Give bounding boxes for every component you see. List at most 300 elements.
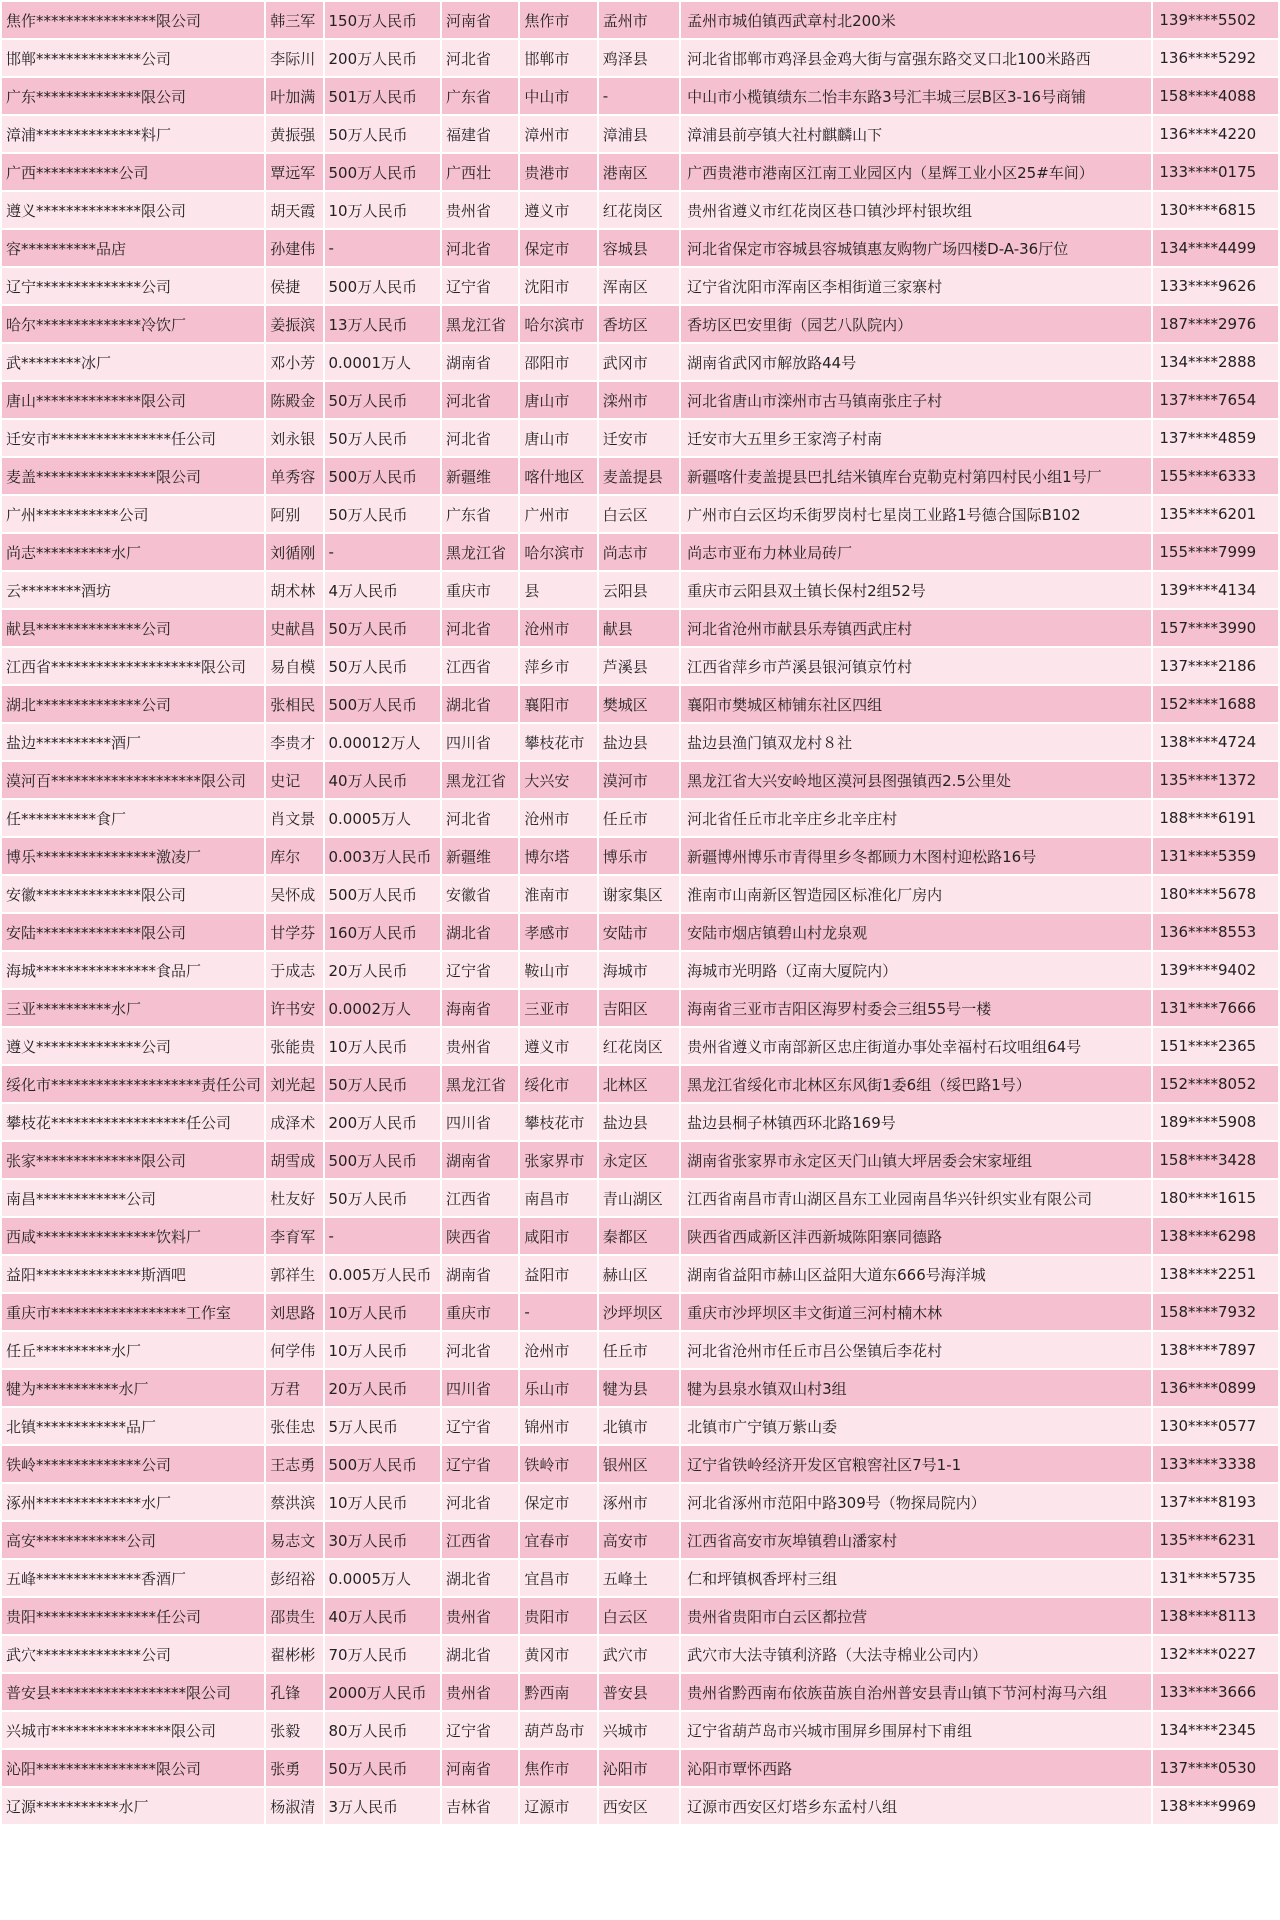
city-cell: 喀什地区 [520, 458, 596, 494]
district-cell: 兴城市 [599, 1712, 679, 1748]
district-cell: 沁阳市 [599, 1750, 679, 1786]
district-cell: 云阳县 [599, 572, 679, 608]
address-cell: 北镇市广宁镇万紫山委 [681, 1408, 1151, 1444]
address-cell: 新疆喀什麦盖提县巴扎结米镇库台克勒克村第四村民小组1号厂 [681, 458, 1151, 494]
province-cell: 广东省 [442, 496, 518, 532]
table-row [2, 1256, 1278, 1292]
district-cell: 银州区 [599, 1446, 679, 1482]
address-cell: 新疆博州博乐市青得里乡冬都顾力木图村迎松路16号 [681, 838, 1151, 874]
registered-capital-cell: 40万人民币 [325, 762, 441, 798]
legal-person-cell: 陈殿金 [266, 382, 322, 418]
table-row [2, 1370, 1278, 1406]
city-cell: 鞍山市 [520, 952, 596, 988]
phone-cell: 138****8113 [1153, 1598, 1278, 1634]
registered-capital-cell: 500万人民币 [325, 1142, 441, 1178]
address-cell: 辽源市西安区灯塔乡东孟村八组 [681, 1788, 1151, 1824]
province-cell: 河北省 [442, 800, 518, 836]
company-name-cell: 沁阳****************限公司 [2, 1750, 264, 1786]
province-cell: 贵州省 [442, 192, 518, 228]
phone-cell: 189****5908 [1153, 1104, 1278, 1140]
company-name-cell: 安徽**************限公司 [2, 876, 264, 912]
company-name-cell: 南昌************公司 [2, 1180, 264, 1216]
address-cell: 中山市小榄镇绩东二怡丰东路3号汇丰城三层B区3-16号商铺 [681, 78, 1151, 114]
legal-person-cell: 韩三军 [266, 2, 322, 38]
legal-person-cell: 李贵才 [266, 724, 322, 760]
phone-cell: 134****2345 [1153, 1712, 1278, 1748]
address-cell: 湖南省张家界市永定区天门山镇大坪居委会宋家垭组 [681, 1142, 1151, 1178]
phone-cell: 135****6201 [1153, 496, 1278, 532]
phone-cell: 136****5292 [1153, 40, 1278, 76]
company-name-cell: 迁安市****************任公司 [2, 420, 264, 456]
district-cell: 漠河市 [599, 762, 679, 798]
company-name-cell: 任**********食厂 [2, 800, 264, 836]
city-cell: 广州市 [520, 496, 596, 532]
legal-person-cell: 库尔 [266, 838, 322, 874]
district-cell: 北镇市 [599, 1408, 679, 1444]
address-cell: 江西省南昌市青山湖区昌东工业园南昌华兴针织实业有限公司 [681, 1180, 1151, 1216]
phone-cell: 180****5678 [1153, 876, 1278, 912]
registered-capital-cell: 0.005万人民币 [325, 1256, 441, 1292]
table-row [2, 496, 1278, 532]
district-cell: 谢家集区 [599, 876, 679, 912]
district-cell: 安陆市 [599, 914, 679, 950]
company-name-cell: 涿州**************水厂 [2, 1484, 264, 1520]
province-cell: 新疆维 [442, 458, 518, 494]
table-row [2, 1332, 1278, 1368]
legal-person-cell: 郭祥生 [266, 1256, 322, 1292]
company-name-cell: 高安************公司 [2, 1522, 264, 1558]
registered-capital-cell: 500万人民币 [325, 1446, 441, 1482]
province-cell: 湖北省 [442, 1560, 518, 1596]
table-row [2, 1750, 1278, 1786]
registered-capital-cell: 50万人民币 [325, 648, 441, 684]
address-cell: 贵州省黔西南布依族苗族自治州普安县青山镇下节河村海马六组 [681, 1674, 1151, 1710]
table-row [2, 1446, 1278, 1482]
legal-person-cell: 张勇 [266, 1750, 322, 1786]
city-cell: 贵阳市 [520, 1598, 596, 1634]
registered-capital-cell: 50万人民币 [325, 496, 441, 532]
phone-cell: 187****2976 [1153, 306, 1278, 342]
city-cell: 沈阳市 [520, 268, 596, 304]
registered-capital-cell: 2000万人民币 [325, 1674, 441, 1710]
table-row [2, 1560, 1278, 1596]
phone-cell: 130****0577 [1153, 1408, 1278, 1444]
legal-person-cell: 杨淑清 [266, 1788, 322, 1824]
legal-person-cell: 何学伟 [266, 1332, 322, 1368]
table-row [2, 78, 1278, 114]
city-cell: 保定市 [520, 1484, 596, 1520]
district-cell: 容城县 [599, 230, 679, 266]
province-cell: 河北省 [442, 610, 518, 646]
company-name-cell: 唐山**************限公司 [2, 382, 264, 418]
registered-capital-cell: 50万人民币 [325, 1066, 441, 1102]
city-cell: 贵港市 [520, 154, 596, 190]
phone-cell: 138****9969 [1153, 1788, 1278, 1824]
legal-person-cell: 孔锋 [266, 1674, 322, 1710]
company-name-cell: 五峰**************香酒厂 [2, 1560, 264, 1596]
province-cell: 辽宁省 [442, 1408, 518, 1444]
address-cell: 迁安市大五里乡王家湾子村南 [681, 420, 1151, 456]
registered-capital-cell: - [325, 1218, 441, 1254]
address-cell: 河北省保定市容城县容城镇惠友购物广场四楼D-A-36厅位 [681, 230, 1151, 266]
registered-capital-cell: 20万人民币 [325, 952, 441, 988]
district-cell: 漳浦县 [599, 116, 679, 152]
city-cell: 南昌市 [520, 1180, 596, 1216]
province-cell: 江西省 [442, 1522, 518, 1558]
district-cell: 普安县 [599, 1674, 679, 1710]
phone-cell: 136****8553 [1153, 914, 1278, 950]
table-row [2, 610, 1278, 646]
registered-capital-cell: 30万人民币 [325, 1522, 441, 1558]
province-cell: 黑龙江省 [442, 534, 518, 570]
city-cell: 遵义市 [520, 192, 596, 228]
legal-person-cell: 成泽术 [266, 1104, 322, 1140]
registered-capital-cell: 0.0002万人 [325, 990, 441, 1026]
district-cell: 白云区 [599, 1598, 679, 1634]
address-cell: 河北省沧州市任丘市吕公堡镇后李花村 [681, 1332, 1151, 1368]
phone-cell: 134****4499 [1153, 230, 1278, 266]
phone-cell: 139****9402 [1153, 952, 1278, 988]
phone-cell: 137****0530 [1153, 1750, 1278, 1786]
legal-person-cell: 史记 [266, 762, 322, 798]
district-cell: 任丘市 [599, 800, 679, 836]
phone-cell: 137****4859 [1153, 420, 1278, 456]
phone-cell: 180****1615 [1153, 1180, 1278, 1216]
legal-person-cell: 孙建伟 [266, 230, 322, 266]
district-cell: 孟州市 [599, 2, 679, 38]
phone-cell: 136****0899 [1153, 1370, 1278, 1406]
address-cell: 江西省高安市灰埠镇碧山潘家村 [681, 1522, 1151, 1558]
province-cell: 重庆市 [442, 1294, 518, 1330]
district-cell: 涿州市 [599, 1484, 679, 1520]
registered-capital-cell: 200万人民币 [325, 40, 441, 76]
legal-person-cell: 刘思路 [266, 1294, 322, 1330]
table-row [2, 40, 1278, 76]
table-row [2, 230, 1278, 266]
city-cell: 绥化市 [520, 1066, 596, 1102]
phone-cell: 151****2365 [1153, 1028, 1278, 1064]
district-cell: 五峰土 [599, 1560, 679, 1596]
address-cell: 河北省涿州市范阳中路309号（物探局院内） [681, 1484, 1151, 1520]
address-cell: 仁和坪镇枫香坪村三组 [681, 1560, 1151, 1596]
company-name-cell: 重庆市******************工作室 [2, 1294, 264, 1330]
city-cell: 孝感市 [520, 914, 596, 950]
phone-cell: 133****3666 [1153, 1674, 1278, 1710]
address-cell: 河北省唐山市滦州市古马镇南张庄子村 [681, 382, 1151, 418]
table-row [2, 1636, 1278, 1672]
phone-cell: 152****8052 [1153, 1066, 1278, 1102]
district-cell: 鸡泽县 [599, 40, 679, 76]
province-cell: 江西省 [442, 648, 518, 684]
registered-capital-cell: 160万人民币 [325, 914, 441, 950]
registered-capital-cell: 0.0001万人 [325, 344, 441, 380]
table-row [2, 192, 1278, 228]
province-cell: 湖南省 [442, 1256, 518, 1292]
address-cell: 河北省任丘市北辛庄乡北辛庄村 [681, 800, 1151, 836]
legal-person-cell: 李育军 [266, 1218, 322, 1254]
district-cell: 沙坪坝区 [599, 1294, 679, 1330]
legal-person-cell: 刘光起 [266, 1066, 322, 1102]
address-cell: 香坊区巴安里街（园艺八队院内） [681, 306, 1151, 342]
table-row [2, 686, 1278, 722]
city-cell: 乐山市 [520, 1370, 596, 1406]
address-cell: 贵州省遵义市南部新区忠庄街道办事处幸福村石坟咀组64号 [681, 1028, 1151, 1064]
province-cell: 河北省 [442, 420, 518, 456]
district-cell: 犍为县 [599, 1370, 679, 1406]
table-row [2, 1028, 1278, 1064]
registered-capital-cell: 80万人民币 [325, 1712, 441, 1748]
province-cell: 贵州省 [442, 1598, 518, 1634]
province-cell: 陕西省 [442, 1218, 518, 1254]
phone-cell: 139****4134 [1153, 572, 1278, 608]
address-cell: 尚志市亚布力林业局砖厂 [681, 534, 1151, 570]
company-name-cell: 广东**************限公司 [2, 78, 264, 114]
company-name-cell: 海城****************食品厂 [2, 952, 264, 988]
address-cell: 辽宁省葫芦岛市兴城市围屏乡围屏村下甫组 [681, 1712, 1151, 1748]
province-cell: 福建省 [442, 116, 518, 152]
address-cell: 辽宁省沈阳市浑南区李相街道三家寨村 [681, 268, 1151, 304]
province-cell: 重庆市 [442, 572, 518, 608]
legal-person-cell: 阿别 [266, 496, 322, 532]
company-name-cell: 兴城市****************限公司 [2, 1712, 264, 1748]
legal-person-cell: 侯捷 [266, 268, 322, 304]
table-row [2, 572, 1278, 608]
company-name-cell: 三亚**********水厂 [2, 990, 264, 1026]
district-cell: 武冈市 [599, 344, 679, 380]
city-cell: 宜昌市 [520, 1560, 596, 1596]
registered-capital-cell: 500万人民币 [325, 686, 441, 722]
table-row [2, 116, 1278, 152]
registered-capital-cell: 0.003万人民币 [325, 838, 441, 874]
district-cell: 滦州市 [599, 382, 679, 418]
phone-cell: 137****2186 [1153, 648, 1278, 684]
phone-cell: 137****7654 [1153, 382, 1278, 418]
city-cell: - [520, 1294, 596, 1330]
table-row [2, 1408, 1278, 1444]
province-cell: 河南省 [442, 1750, 518, 1786]
company-name-cell: 西咸****************饮料厂 [2, 1218, 264, 1254]
province-cell: 广西壮 [442, 154, 518, 190]
address-cell: 黑龙江省绥化市北林区东风街1委6组（绥巴路1号） [681, 1066, 1151, 1102]
district-cell: 红花岗区 [599, 192, 679, 228]
phone-cell: 158****3428 [1153, 1142, 1278, 1178]
address-cell: 湖南省武冈市解放路44号 [681, 344, 1151, 380]
registered-capital-cell: 200万人民币 [325, 1104, 441, 1140]
legal-person-cell: 肖文景 [266, 800, 322, 836]
legal-person-cell: 于成志 [266, 952, 322, 988]
company-name-cell: 遵义**************限公司 [2, 192, 264, 228]
city-cell: 中山市 [520, 78, 596, 114]
legal-person-cell: 叶加满 [266, 78, 322, 114]
company-name-cell: 云********酒坊 [2, 572, 264, 608]
province-cell: 河北省 [442, 1484, 518, 1520]
phone-cell: 138****6298 [1153, 1218, 1278, 1254]
city-cell: 宜春市 [520, 1522, 596, 1558]
company-name-cell: 铁岭**************公司 [2, 1446, 264, 1482]
registered-capital-cell: - [325, 230, 441, 266]
legal-person-cell: 张能贵 [266, 1028, 322, 1064]
city-cell: 益阳市 [520, 1256, 596, 1292]
legal-person-cell: 黄振强 [266, 116, 322, 152]
legal-person-cell: 易志文 [266, 1522, 322, 1558]
address-cell: 广西贵港市港南区江南工业园区内（星辉工业小区25#车间） [681, 154, 1151, 190]
company-name-cell: 焦作****************限公司 [2, 2, 264, 38]
company-name-cell: 尚志**********水厂 [2, 534, 264, 570]
legal-person-cell: 李际川 [266, 40, 322, 76]
company-name-cell: 江西省********************限公司 [2, 648, 264, 684]
company-name-cell: 广西***********公司 [2, 154, 264, 190]
city-cell: 哈尔滨市 [520, 534, 596, 570]
company-name-cell: 邯郸**************公司 [2, 40, 264, 76]
table-row [2, 724, 1278, 760]
province-cell: 河北省 [442, 1332, 518, 1368]
table-row [2, 268, 1278, 304]
district-cell: 任丘市 [599, 1332, 679, 1368]
address-cell: 江西省萍乡市芦溪县银河镇京竹村 [681, 648, 1151, 684]
province-cell: 湖南省 [442, 1142, 518, 1178]
legal-person-cell: 胡术林 [266, 572, 322, 608]
company-name-cell: 盐边**********酒厂 [2, 724, 264, 760]
district-cell: 献县 [599, 610, 679, 646]
registered-capital-cell: 10万人民币 [325, 1332, 441, 1368]
phone-cell: 135****6231 [1153, 1522, 1278, 1558]
city-cell: 沧州市 [520, 800, 596, 836]
company-name-cell: 犍为***********水厂 [2, 1370, 264, 1406]
district-cell: 西安区 [599, 1788, 679, 1824]
company-name-cell: 北镇************品厂 [2, 1408, 264, 1444]
phone-cell: 158****7932 [1153, 1294, 1278, 1330]
city-cell: 邯郸市 [520, 40, 596, 76]
registered-capital-cell: 70万人民币 [325, 1636, 441, 1672]
address-cell: 辽宁省铁岭经济开发区官粮窖社区7号1-1 [681, 1446, 1151, 1482]
province-cell: 海南省 [442, 990, 518, 1026]
district-cell: 永定区 [599, 1142, 679, 1178]
city-cell: 黔西南 [520, 1674, 596, 1710]
phone-cell: 188****6191 [1153, 800, 1278, 836]
address-cell: 襄阳市樊城区柿铺东社区四组 [681, 686, 1151, 722]
address-cell: 河北省沧州市献县乐寿镇西武庄村 [681, 610, 1151, 646]
legal-person-cell: 刘永银 [266, 420, 322, 456]
city-cell: 保定市 [520, 230, 596, 266]
table-row [2, 1788, 1278, 1824]
table-row [2, 1066, 1278, 1102]
city-cell: 攀枝花市 [520, 724, 596, 760]
company-name-cell: 湖北**************公司 [2, 686, 264, 722]
company-name-cell: 普安县******************限公司 [2, 1674, 264, 1710]
legal-person-cell: 许书安 [266, 990, 322, 1026]
province-cell: 贵州省 [442, 1028, 518, 1064]
registered-capital-cell: 50万人民币 [325, 382, 441, 418]
company-name-cell: 张家**************限公司 [2, 1142, 264, 1178]
city-cell: 襄阳市 [520, 686, 596, 722]
registered-capital-cell: 4万人民币 [325, 572, 441, 608]
city-cell: 咸阳市 [520, 1218, 596, 1254]
city-cell: 沧州市 [520, 1332, 596, 1368]
table-row [2, 1484, 1278, 1520]
registered-capital-cell: 13万人民币 [325, 306, 441, 342]
district-cell: 盐边县 [599, 1104, 679, 1140]
registered-capital-cell: - [325, 534, 441, 570]
phone-cell: 138****7897 [1153, 1332, 1278, 1368]
phone-cell: 131****5735 [1153, 1560, 1278, 1596]
province-cell: 吉林省 [442, 1788, 518, 1824]
registered-capital-cell: 50万人民币 [325, 1750, 441, 1786]
phone-cell: 133****9626 [1153, 268, 1278, 304]
company-name-cell: 安陆**************限公司 [2, 914, 264, 950]
registered-capital-cell: 150万人民币 [325, 2, 441, 38]
address-cell: 贵州省贵阳市白云区都拉营 [681, 1598, 1151, 1634]
table-row [2, 876, 1278, 912]
province-cell: 广东省 [442, 78, 518, 114]
district-cell: 麦盖提县 [599, 458, 679, 494]
district-cell: 香坊区 [599, 306, 679, 342]
registered-capital-cell: 50万人民币 [325, 420, 441, 456]
registered-capital-cell: 500万人民币 [325, 154, 441, 190]
district-cell: 浑南区 [599, 268, 679, 304]
city-cell: 漳州市 [520, 116, 596, 152]
legal-person-cell: 姜振滨 [266, 306, 322, 342]
legal-person-cell: 蔡洪滨 [266, 1484, 322, 1520]
phone-cell: 136****4220 [1153, 116, 1278, 152]
legal-person-cell: 史献昌 [266, 610, 322, 646]
district-cell: 北林区 [599, 1066, 679, 1102]
city-cell: 大兴安 [520, 762, 596, 798]
phone-cell: 138****4724 [1153, 724, 1278, 760]
phone-cell: 132****0227 [1153, 1636, 1278, 1672]
city-cell: 哈尔滨市 [520, 306, 596, 342]
legal-person-cell: 万君 [266, 1370, 322, 1406]
legal-person-cell: 杜友好 [266, 1180, 322, 1216]
city-cell: 县 [520, 572, 596, 608]
address-cell: 海南省三亚市吉阳区海罗村委会三组55号一楼 [681, 990, 1151, 1026]
table-row [2, 1180, 1278, 1216]
company-name-cell: 武穴**************公司 [2, 1636, 264, 1672]
district-cell: 秦都区 [599, 1218, 679, 1254]
registered-capital-cell: 10万人民币 [325, 1294, 441, 1330]
province-cell: 四川省 [442, 1104, 518, 1140]
province-cell: 湖北省 [442, 914, 518, 950]
district-cell: 吉阳区 [599, 990, 679, 1026]
table-row [2, 382, 1278, 418]
table-row [2, 990, 1278, 1026]
province-cell: 湖北省 [442, 686, 518, 722]
legal-person-cell: 彭绍裕 [266, 1560, 322, 1596]
legal-person-cell: 吴怀成 [266, 876, 322, 912]
table-row [2, 838, 1278, 874]
phone-cell: 152****1688 [1153, 686, 1278, 722]
address-cell: 漳浦县前亭镇大社村麒麟山下 [681, 116, 1151, 152]
registered-capital-cell: 0.0005万人 [325, 800, 441, 836]
phone-cell: 155****6333 [1153, 458, 1278, 494]
table-row [2, 648, 1278, 684]
district-cell: 青山湖区 [599, 1180, 679, 1216]
company-name-cell: 益阳**************斯酒吧 [2, 1256, 264, 1292]
legal-person-cell: 覃远军 [266, 154, 322, 190]
district-cell: 尚志市 [599, 534, 679, 570]
address-cell: 安陆市烟店镇碧山村龙泉观 [681, 914, 1151, 950]
table-row [2, 534, 1278, 570]
phone-cell: 130****6815 [1153, 192, 1278, 228]
table-row [2, 344, 1278, 380]
province-cell: 河南省 [442, 2, 518, 38]
district-cell: 盐边县 [599, 724, 679, 760]
province-cell: 贵州省 [442, 1674, 518, 1710]
phone-cell: 133****3338 [1153, 1446, 1278, 1482]
table-row [2, 1294, 1278, 1330]
registered-capital-cell: 500万人民币 [325, 268, 441, 304]
legal-person-cell: 胡天霞 [266, 192, 322, 228]
table-row [2, 1142, 1278, 1178]
